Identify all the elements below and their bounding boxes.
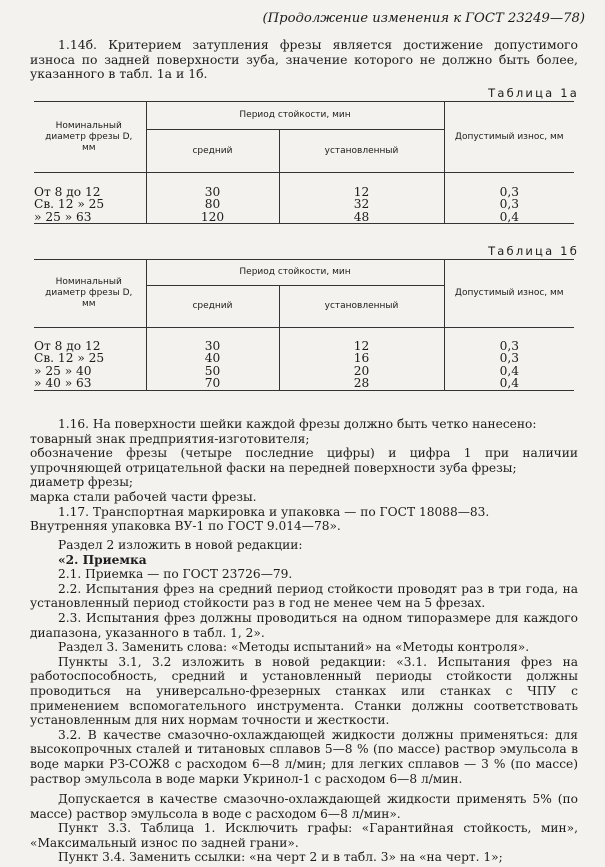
table-1a-caption: Таблица 1а <box>488 86 579 100</box>
marking-item: обозначение фрезы (четыре последние цифры) и цифра 1 при наличии упрочняющей отрицательной фаски на передней поверхности зуба фрезы; <box>30 446 578 475</box>
paragraph-1-14b: 1.14б. Критерием затупления фрезы является достижение допустимого износа по задней поверхности зуба, значение которого не должно быть более, указанного в табл. 1а и 1б. <box>30 37 578 82</box>
table-row: » 40 » 63 70 28 0,4 <box>34 377 574 390</box>
table-row: » 25 » 63 120 48 0,4 <box>34 211 574 224</box>
page-header: (Продолжение изменения к ГОСТ 23249—78) <box>262 11 585 26</box>
table-1b-caption: Таблица 1б <box>488 244 579 258</box>
table-1b-header-set: установленный <box>279 286 444 328</box>
paragraph-1-17b: Внутренняя упаковка ВУ-1 по ГОСТ 9.014—78». <box>30 519 341 534</box>
table-1a <box>34 101 574 224</box>
paragraph-2-2: 2.2. Испытания фрез на средний период стойкости проводят раз в три года, на установленный период стойкости раз в год не менее чем на 5 фрезах. <box>30 581 578 611</box>
table-1b-header-period: Период стойкости, мин <box>146 260 444 286</box>
table-1b <box>34 259 574 391</box>
table-1a-header-period: Период стойкости, мин <box>146 102 444 130</box>
table-1b-header-avg: средний <box>146 286 279 328</box>
section-2-title: «2. Приемка <box>58 552 147 567</box>
marking-item: товарный знак предприятия-изготовителя; <box>30 431 310 446</box>
table-row: » 25 » 40 50 20 0,4 <box>34 365 574 378</box>
marking-item: марка стали рабочей части фрезы. <box>30 489 257 504</box>
table-row: От 8 до 12 30 12 0,3 <box>34 340 574 353</box>
section-3-rename: Раздел 3. Заменить слова: «Методы испытаний» на «Методы контроля». <box>58 640 530 655</box>
paragraph-3-2: 3.2. В качестве смазочно-охлаждающей жидкости должны применяться: для высокопрочных сталей и титановых сплавов 5—8 % (по массе) раствор эмульсола в воде марки РЗ-СОЖ8 с расходом 6—8 л/мин; для легких сплавов — 3 % (по массе) раствор эмульсола в воде марки Укринол-1 с расходом 6—8 л/мин. <box>30 727 578 786</box>
marking-item: диаметр фрезы; <box>30 475 134 490</box>
section-2-intro: Раздел 2 изложить в новой редакции: <box>58 538 303 552</box>
paragraph-1-17: 1.17. Транспортная маркировка и упаковка — по ГОСТ 18088—83. <box>58 504 490 519</box>
paragraph-2-3: 2.3. Испытания фрез должны проводиться на одном типоразмере для каждого диапазона, указанного в табл. 1, 2». <box>30 610 578 640</box>
section-2-3 <box>30 538 578 865</box>
paragraph-1-16: 1.16. На поверхности шейки каждой фрезы должно быть четко нанесено: <box>58 417 537 431</box>
paragraph-3-2b: Допускается в качестве смазочно-охлаждающей жидкости применять 5% (по массе) раствор эмульсола в воде с расходом 6—8 л/мин». <box>30 792 578 821</box>
table-row: От 8 до 12 30 12 0,3 <box>34 186 574 199</box>
table-row: Св. 12 » 25 80 32 0,3 <box>34 198 574 211</box>
paragraph-3-1: Пункты 3.1, 3.2 изложить в новой редакции: «3.1. Испытания фрез на работоспособность, средний и установленный периоды стойкости должны проводиться на универсально-фрезерных станках или станках с ЧПУ с применением вспомогательного инструмента. Станки должны соответствовать установленным для них нормам точности и жесткости. <box>30 654 578 728</box>
paragraph-3-3: Пункт 3.3. Таблица 1. Исключить графы: «Гарантийная стойкость, мин», «Максимальный износ по задней грани». <box>30 821 578 850</box>
paragraph-2-1: 2.1. Приемка — по ГОСТ 23726—79. <box>58 567 293 582</box>
table-1a-header-set: установленный <box>279 130 444 173</box>
table-1a-header-wear: Допустимый износ, мм <box>444 102 574 173</box>
table-row: Св. 12 » 25 40 16 0,3 <box>34 352 574 365</box>
table-1b-header-diameter: Номинальный диаметр фрезы D, мм <box>34 260 146 328</box>
paragraph-3-4: Пункт 3.4. Заменить ссылки: «на черт 2 и в табл. 3» на «на черт. 1»; <box>58 850 503 865</box>
section-1-16 <box>30 417 578 534</box>
table-1b-header-wear: Допустимый износ, мм <box>444 260 574 328</box>
table-1a-header-diameter: Номинальный диаметр фрезы D, мм <box>34 102 146 173</box>
table-1a-header-avg: средний <box>146 130 279 173</box>
